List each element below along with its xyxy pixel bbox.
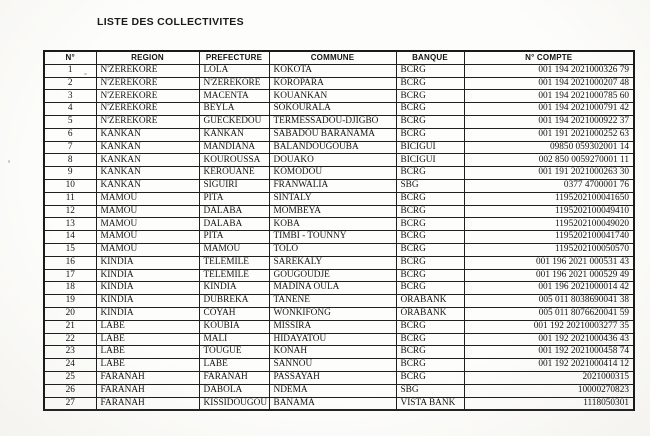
cell-banque: BCRG — [396, 218, 464, 231]
cell-commune: BALANDOUGOUBA — [269, 141, 396, 154]
table-header-row — [44, 51, 634, 64]
cell-banque: BCRG — [396, 231, 464, 244]
cell-num: 25 — [44, 371, 96, 384]
cell-banque: BCRG — [396, 77, 464, 90]
cell-prefecture: TOUGUE — [199, 346, 269, 359]
cell-compte: 001 194 2021000791 42 — [464, 103, 634, 116]
cell-banque: BCRG — [396, 64, 464, 77]
cell-prefecture: KISSIDOUGOU — [199, 397, 269, 410]
cell-prefecture: SIGUIRI — [199, 179, 269, 192]
cell-compte: 001 191 2021000263 30 — [464, 167, 634, 180]
cell-region: LABE — [96, 359, 199, 372]
cell-banque: BCRG — [396, 371, 464, 384]
cell-prefecture: MACENTA — [199, 90, 269, 103]
cell-prefecture: KANKAN — [199, 128, 269, 141]
cell-compte: 0377 4700001 76 — [464, 179, 634, 192]
cell-banque: BCRG — [396, 243, 464, 256]
cell-region: N'ZEREKORE — [96, 103, 199, 116]
cell-num: 4 — [44, 103, 96, 116]
table-row — [44, 179, 634, 192]
table-row — [44, 359, 634, 372]
cell-num: 13 — [44, 218, 96, 231]
cell-commune: DOUAKO — [269, 154, 396, 167]
cell-num: 17 — [44, 269, 96, 282]
cell-compte: 001 196 2021 000529 49 — [464, 269, 634, 282]
cell-commune: KOKOTA — [269, 64, 396, 77]
cell-banque: BCRG — [396, 90, 464, 103]
cell-prefecture: KINDIA — [199, 282, 269, 295]
cell-region: KANKAN — [96, 141, 199, 154]
cell-prefecture: DALABA — [199, 205, 269, 218]
cell-commune: PASSAYAH — [269, 371, 396, 384]
cell-num: 21 — [44, 320, 96, 333]
cell-num: 9 — [44, 167, 96, 180]
cell-region: KANKAN — [96, 167, 199, 180]
cell-compte: 1195202100041740 — [464, 231, 634, 244]
cell-num: 11 — [44, 192, 96, 205]
cell-compte: 1195202100049410 — [464, 205, 634, 218]
cell-banque: BCRG — [396, 103, 464, 116]
cell-region: KINDIA — [96, 282, 199, 295]
cell-prefecture: FARANAH — [199, 371, 269, 384]
cell-region: MAMOU — [96, 231, 199, 244]
cell-region: N'ZEREKORE — [96, 64, 199, 77]
cell-prefecture: MANDIANA — [199, 141, 269, 154]
cell-compte: 10000270823 — [464, 384, 634, 397]
cell-num: 24 — [44, 359, 96, 372]
column-header-compte: N° COMPTE — [464, 51, 634, 64]
cell-banque: SBG — [396, 384, 464, 397]
cell-num: 15 — [44, 243, 96, 256]
table-row — [44, 320, 634, 333]
table-bottom-border — [43, 409, 633, 411]
cell-commune: SINTALY — [269, 192, 396, 205]
table-row — [44, 218, 634, 231]
cell-prefecture: DALABA — [199, 218, 269, 231]
cell-compte: 1195202100050570 — [464, 243, 634, 256]
cell-banque: VISTA BANK — [396, 397, 464, 410]
cell-banque: ORABANK — [396, 307, 464, 320]
cell-commune: TERMESSADOU-DJIGBO — [269, 115, 396, 128]
cell-region: KANKAN — [96, 154, 199, 167]
cell-prefecture: PITA — [199, 231, 269, 244]
column-header-prefecture: PREFECTURE — [199, 51, 269, 64]
cell-prefecture: TELEMILE — [199, 269, 269, 282]
table-row — [44, 282, 634, 295]
cell-region: KINDIA — [96, 295, 199, 308]
table-row — [44, 192, 634, 205]
table-row — [44, 269, 634, 282]
cell-banque: ORABANK — [396, 295, 464, 308]
cell-prefecture: MALI — [199, 333, 269, 346]
cell-commune: TANENE — [269, 295, 396, 308]
cell-region: KINDIA — [96, 256, 199, 269]
cell-num: 18 — [44, 282, 96, 295]
cell-region: MAMOU — [96, 243, 199, 256]
column-header-region: REGION — [96, 51, 199, 64]
cell-commune: MISSIRA — [269, 320, 396, 333]
table-row — [44, 141, 634, 154]
cell-prefecture: DABOLA — [199, 384, 269, 397]
page-title: LISTE DES COLLECTIVITES — [97, 16, 244, 28]
cell-compte: 001 194 2021000207 48 — [464, 77, 634, 90]
cell-region: N'ZEREKORE — [96, 90, 199, 103]
cell-num: 20 — [44, 307, 96, 320]
cell-num: 19 — [44, 295, 96, 308]
table-row — [44, 307, 634, 320]
cell-banque: BICIGUI — [396, 154, 464, 167]
cell-num: 23 — [44, 346, 96, 359]
cell-compte: 001 191 2021000252 63 — [464, 128, 634, 141]
cell-prefecture: PITA — [199, 192, 269, 205]
cell-num: 12 — [44, 205, 96, 218]
table-row — [44, 205, 634, 218]
cell-num: 22 — [44, 333, 96, 346]
cell-commune: KONAH — [269, 346, 396, 359]
table-row — [44, 77, 634, 90]
cell-compte: 001 192 20210003277 35 — [464, 320, 634, 333]
cell-num: 2 — [44, 77, 96, 90]
cell-commune: SOKOURALA — [269, 103, 396, 116]
column-header-banque: BANQUE — [396, 51, 464, 64]
cell-compte: 001 192 2021000436 43 — [464, 333, 634, 346]
cell-compte: 001 194 2021000922 37 — [464, 115, 634, 128]
cell-region: N'ZEREKORE — [96, 115, 199, 128]
cell-compte: 005 011 8038690041 38 — [464, 295, 634, 308]
cell-prefecture: KOUROUSSA — [199, 154, 269, 167]
cell-compte: 001 196 2021000014 42 — [464, 282, 634, 295]
cell-banque: BCRG — [396, 359, 464, 372]
cell-banque: BCRG — [396, 192, 464, 205]
cell-banque: BCRG — [396, 167, 464, 180]
collectivites-table — [43, 50, 635, 411]
table-row — [44, 371, 634, 384]
table-row — [44, 333, 634, 346]
cell-banque: BCRG — [396, 282, 464, 295]
cell-commune: SANNOU — [269, 359, 396, 372]
cell-region: MAMOU — [96, 192, 199, 205]
table-row — [44, 154, 634, 167]
cell-commune: NDEMA — [269, 384, 396, 397]
cell-commune: FRANWALIA — [269, 179, 396, 192]
table-row — [44, 167, 634, 180]
cell-region: KINDIA — [96, 307, 199, 320]
cell-prefecture: DUBREKA — [199, 295, 269, 308]
cell-commune: GOUGOUDJE — [269, 269, 396, 282]
cell-region: N'ZEREKORE — [96, 77, 199, 90]
cell-prefecture: BEYLA — [199, 103, 269, 116]
scan-speck — [8, 160, 10, 163]
cell-compte: 005 011 8076620041 59 — [464, 307, 634, 320]
cell-banque: BCRG — [396, 333, 464, 346]
cell-banque: BCRG — [396, 269, 464, 282]
cell-banque: BICIGUI — [396, 141, 464, 154]
table-row — [44, 128, 634, 141]
cell-commune: TOLO — [269, 243, 396, 256]
cell-commune: WONKIFONG — [269, 307, 396, 320]
cell-banque: BCRG — [396, 346, 464, 359]
cell-compte: 001 196 2021 000531 43 — [464, 256, 634, 269]
cell-compte: 001 192 2021000414 12 — [464, 359, 634, 372]
cell-compte: 002 850 0059270001 11 — [464, 154, 634, 167]
cell-num: 27 — [44, 397, 96, 410]
cell-banque: BCRG — [396, 128, 464, 141]
cell-region: MAMOU — [96, 218, 199, 231]
table-body — [44, 64, 634, 410]
cell-prefecture: LOLA — [199, 64, 269, 77]
cell-region: KANKAN — [96, 128, 199, 141]
table-row — [44, 231, 634, 244]
column-header-commune: COMMUNE — [269, 51, 396, 64]
cell-num: 26 — [44, 384, 96, 397]
cell-num: 3 — [44, 90, 96, 103]
cell-compte: 001 194 2021000785 60 — [464, 90, 634, 103]
column-header-num: N° — [44, 51, 96, 64]
cell-num: 16 — [44, 256, 96, 269]
cell-num: 8 — [44, 154, 96, 167]
cell-prefecture: COYAH — [199, 307, 269, 320]
table-row — [44, 103, 634, 116]
table-row — [44, 295, 634, 308]
cell-region: LABE — [96, 320, 199, 333]
cell-compte: 001 192 2021000458 74 — [464, 346, 634, 359]
cell-compte: 1195202100049020 — [464, 218, 634, 231]
cell-region: LABE — [96, 346, 199, 359]
cell-region: LABE — [96, 333, 199, 346]
cell-commune: MOMBEYA — [269, 205, 396, 218]
cell-region: MAMOU — [96, 205, 199, 218]
cell-prefecture: KEROUANE — [199, 167, 269, 180]
cell-banque: BCRG — [396, 320, 464, 333]
cell-commune: BANAMA — [269, 397, 396, 410]
cell-commune: KOROPARA — [269, 77, 396, 90]
cell-banque: BCRG — [396, 115, 464, 128]
cell-region: KANKAN — [96, 179, 199, 192]
cell-commune: SAREKALY — [269, 256, 396, 269]
cell-prefecture: GUECKEDOU — [199, 115, 269, 128]
cell-num: 7 — [44, 141, 96, 154]
cell-compte: 1118050301 — [464, 397, 634, 410]
cell-prefecture: N'ZEREKORE — [199, 77, 269, 90]
table-row — [44, 243, 634, 256]
cell-commune: MADINA OULA — [269, 282, 396, 295]
cell-num: 5 — [44, 115, 96, 128]
cell-compte: 1195202100041650 — [464, 192, 634, 205]
cell-prefecture: TELEMILE — [199, 256, 269, 269]
cell-prefecture: MAMOU — [199, 243, 269, 256]
cell-num: 14 — [44, 231, 96, 244]
table-row — [44, 90, 634, 103]
cell-prefecture: LABE — [199, 359, 269, 372]
cell-region: FARANAH — [96, 371, 199, 384]
cell-region: FARANAH — [96, 397, 199, 410]
cell-compte: 2021000315 — [464, 371, 634, 384]
cell-commune: TIMBI - TOUNNY — [269, 231, 396, 244]
cell-compte: 001 194 2021000326 79 — [464, 64, 634, 77]
cell-compte: 09850 059302001 14 — [464, 141, 634, 154]
table-row — [44, 115, 634, 128]
cell-commune: KOUANKAN — [269, 90, 396, 103]
table-row — [44, 64, 634, 77]
cell-commune: KOBA — [269, 218, 396, 231]
table-row — [44, 256, 634, 269]
cell-banque: BCRG — [396, 205, 464, 218]
cell-num: 10 — [44, 179, 96, 192]
cell-region: KINDIA — [96, 269, 199, 282]
cell-prefecture: KOUBIA — [199, 320, 269, 333]
table-row — [44, 384, 634, 397]
cell-banque: SBG — [396, 179, 464, 192]
cell-commune: SABADOU BARANAMA — [269, 128, 396, 141]
cell-num: 1 — [44, 64, 96, 77]
cell-commune: KOMODOU — [269, 167, 396, 180]
table-row — [44, 346, 634, 359]
cell-region: FARANAH — [96, 384, 199, 397]
cell-num: 6 — [44, 128, 96, 141]
cell-banque: BCRG — [396, 256, 464, 269]
cell-commune: HIDAYATOU — [269, 333, 396, 346]
